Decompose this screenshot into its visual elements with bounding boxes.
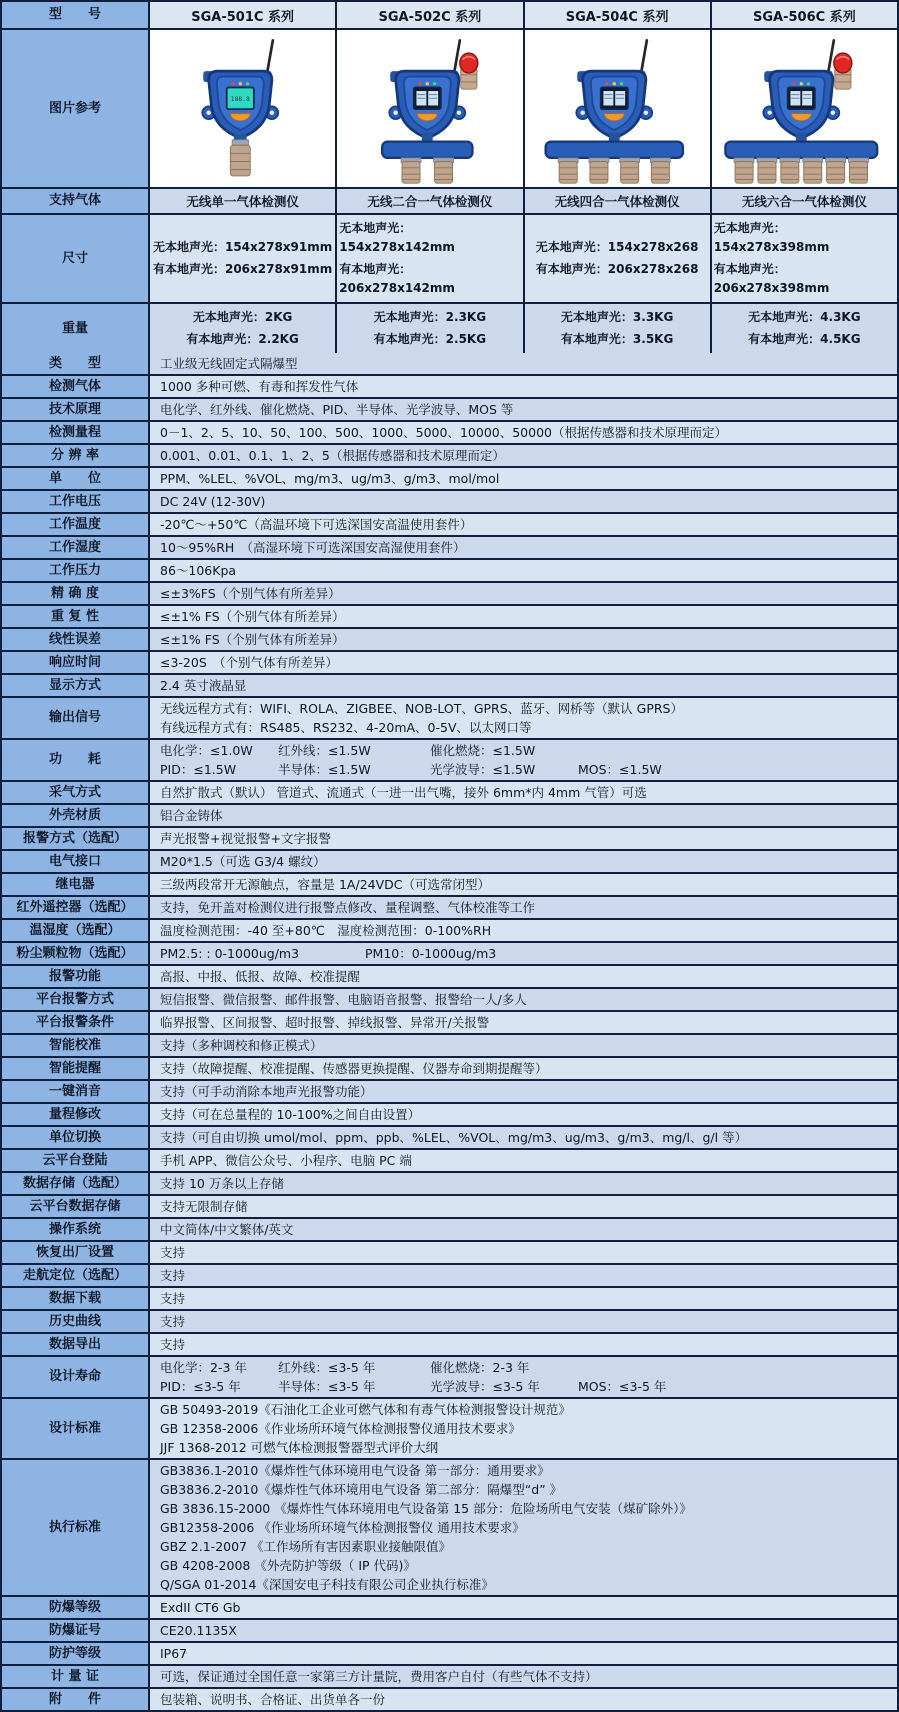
spec-row xyxy=(2,1033,897,1056)
spec-row xyxy=(2,512,897,535)
value-line: ExdII CT6 Gb xyxy=(160,1600,241,1615)
value-line: 支持（可自由切换 umol/mol、ppm、ppb、%LEL、%VOL、mg/m3、ug/m3、g/m3、mg/l、g/l 等） xyxy=(160,1130,748,1145)
value-line: 支持 10 万条以上存储 xyxy=(160,1176,284,1191)
spec-row xyxy=(2,987,897,1010)
value-line: 无本地声光：154x278x268 xyxy=(535,240,699,254)
spec-row-value xyxy=(148,652,897,673)
spec-row-value xyxy=(148,1334,897,1355)
value-segment: 红外线：≤3-5 年 xyxy=(278,1360,376,1375)
value-line: PPM、%LEL、%VOL、mg/m3、ug/m3、g/m3、mol/mol xyxy=(160,471,500,486)
spec-row-value xyxy=(148,1311,897,1332)
value-segment: 电化学：2-3 年 xyxy=(160,1360,247,1375)
spec-row xyxy=(2,895,897,918)
spec-row xyxy=(2,650,897,673)
device-image-sga-506c xyxy=(710,30,897,187)
value-line: 无线远程方式有：WIFI、ROLA、ZIGBEE、NOB-LOT、GPRS、蓝牙、网桥等（默认 GPRS） xyxy=(160,701,683,716)
spec-row xyxy=(2,1641,897,1664)
spec-row-label: 检测量程 xyxy=(2,422,148,443)
dimensions-value xyxy=(523,215,710,302)
value-line: 三级两段常开无源触点，容量是 1A/24VDC（可选常闭型） xyxy=(160,877,490,892)
spec-row-value xyxy=(148,629,897,650)
weight-value xyxy=(710,304,897,353)
spec-row xyxy=(2,604,897,627)
spec-row xyxy=(2,1056,897,1079)
dimensions-label: 尺寸 xyxy=(2,215,148,302)
value-line: 临界报警、区间报警、超时报警、掉线报警、异常开/关报警 xyxy=(160,1015,490,1030)
spec-row xyxy=(2,1355,897,1397)
svg-text:188.8: 188.8 xyxy=(230,95,250,103)
spec-row-label: 工作温度 xyxy=(2,514,148,535)
spec-row xyxy=(2,1102,897,1125)
spec-row-label: 智能校准 xyxy=(2,1035,148,1056)
value-line: 有本地声光：2.5KG xyxy=(373,332,487,346)
spec-row-value xyxy=(148,989,897,1010)
weight-value xyxy=(523,304,710,353)
spec-row xyxy=(2,420,897,443)
spec-row-value xyxy=(148,445,897,466)
spec-row-value xyxy=(148,874,897,895)
supported-gas-value: 无线四合一气体检测仪 xyxy=(523,189,710,213)
value-line: 可选，保证通过全国任意一家第三方计量院，费用客户自付（有些气体不支持） xyxy=(160,1669,598,1684)
value-line: 温度检测范围：-40 至+80℃ 湿度检测范围：0-100%RH xyxy=(160,923,492,938)
spec-row-label: 智能提醒 xyxy=(2,1058,148,1079)
image-row-label: 图片参考 xyxy=(2,30,148,187)
spec-row xyxy=(2,1595,897,1618)
spec-row xyxy=(2,1618,897,1641)
spec-row-label: 量程修改 xyxy=(2,1104,148,1125)
spec-row-value xyxy=(148,583,897,604)
value-line: 有线远程方式有：RS485、RS232、4-20mA、0-5V、以太网口等 xyxy=(160,720,532,735)
value-line: 有本地声光：206x278x91mm xyxy=(152,262,333,276)
value-segment: PID：≤1.5W xyxy=(160,762,237,777)
value-line: 无本地声光：154x278x398mm xyxy=(713,221,830,254)
weight-label: 重量 xyxy=(2,304,148,353)
value-line: 工业级无线固定式隔爆型 xyxy=(160,356,298,371)
value-line: 支持 xyxy=(160,1337,186,1352)
spec-row xyxy=(2,918,897,941)
value-line: Q/SGA 01-2014《深国安电子科技有限公司企业执行标准》 xyxy=(160,1577,494,1592)
spec-row-value xyxy=(148,828,897,849)
spec-row-label: 防爆证号 xyxy=(2,1620,148,1641)
value-line: 有本地声光：206x278x398mm xyxy=(713,262,830,295)
value-line: 无本地声光：2.3KG xyxy=(373,310,487,324)
spec-row xyxy=(2,1010,897,1033)
value-line: 无本地声光：2KG xyxy=(192,310,293,324)
spec-row-value xyxy=(148,1012,897,1033)
value-line: IP67 xyxy=(160,1646,188,1661)
spec-row xyxy=(2,1171,897,1194)
value-line: ≤3-20S （个别气体有所差异） xyxy=(160,655,339,670)
model-header-label: 型 号 xyxy=(2,2,148,28)
spec-row-label: 恢复出厂设置 xyxy=(2,1242,148,1263)
spec-row-value xyxy=(148,1643,897,1664)
value-line: DC 24V (12-30V) xyxy=(160,494,266,509)
spec-row-value xyxy=(148,1399,897,1458)
spec-row-label: 云平台登陆 xyxy=(2,1150,148,1171)
spec-row-label: 附 件 xyxy=(2,1689,148,1710)
value-line: 支持（可手动消除本地声光报警功能） xyxy=(160,1084,373,1099)
spec-row xyxy=(2,803,897,826)
image-reference-row xyxy=(2,28,897,187)
value-line: ≤±1% FS（个别气体有所差异） xyxy=(160,609,345,624)
value-line: 10～95%RH （高湿环境下可选深国安高湿使用套件） xyxy=(160,540,466,555)
spec-row-value xyxy=(148,1104,897,1125)
spec-row-label: 温湿度（选配） xyxy=(2,920,148,941)
spec-row xyxy=(2,738,897,780)
spec-row-label: 分 辨 率 xyxy=(2,445,148,466)
spec-row-value xyxy=(148,698,897,738)
value-line: 无本地声光：154x278x91mm xyxy=(152,240,333,254)
value-line: M20*1.5（可选 G3/4 螺纹） xyxy=(160,854,326,869)
spec-row-label: 报警功能 xyxy=(2,966,148,987)
value-segment: MOS：≤1.5W xyxy=(578,762,662,777)
value-line: 0－1、2、5、10、50、100、500、1000、5000、10000、50000（根据传感器和技术原理而定） xyxy=(160,425,727,440)
supported-gas-value: 无线六合一气体检测仪 xyxy=(710,189,897,213)
spec-row xyxy=(2,443,897,466)
value-line: 支持 xyxy=(160,1268,186,1283)
spec-row xyxy=(2,1148,897,1171)
spec-row xyxy=(2,1309,897,1332)
spec-row xyxy=(2,374,897,397)
spec-row-label: 报警方式（选配） xyxy=(2,828,148,849)
spec-row-value xyxy=(148,1242,897,1263)
spec-row-label: 工作压力 xyxy=(2,560,148,581)
value-line xyxy=(160,760,887,779)
value-line: ≤±3%FS（个别气体有所差异） xyxy=(160,586,341,601)
spec-row-value xyxy=(148,1357,897,1397)
value-segment: PM2.5: : 0-1000ug/m3 xyxy=(160,946,300,961)
spec-row-label: 检测气体 xyxy=(2,376,148,397)
spec-row-value xyxy=(148,491,897,512)
spec-row-label: 操作系统 xyxy=(2,1219,148,1240)
value-line: 中文简体/中文繁体/英文 xyxy=(160,1222,294,1237)
spec-row xyxy=(2,1458,897,1595)
spec-row-value xyxy=(148,740,897,780)
value-line: 无本地声光：4.3KG xyxy=(748,310,861,324)
spec-row-label: 数据下载 xyxy=(2,1288,148,1309)
value-line: 1000 多种可燃、有毒和挥发性气体 xyxy=(160,379,359,394)
spec-row xyxy=(2,1079,897,1102)
value-line: 有本地声光：4.5KG xyxy=(748,332,861,346)
spec-row xyxy=(2,489,897,512)
device-image-sga-502c xyxy=(335,30,522,187)
value-line: 有本地声光：206x278x142mm xyxy=(339,262,455,295)
value-segment: 红外线：≤1.5W xyxy=(278,743,371,758)
spec-row xyxy=(2,1217,897,1240)
spec-row-value xyxy=(148,468,897,489)
spec-row-label: 数据存储（选配） xyxy=(2,1173,148,1194)
spec-row-label: 采气方式 xyxy=(2,782,148,803)
spec-row-label: 类 型 xyxy=(2,353,148,374)
spec-row-value xyxy=(148,897,897,918)
spec-row-value xyxy=(148,675,897,696)
spec-row-value xyxy=(148,1288,897,1309)
spec-row xyxy=(2,849,897,872)
value-line: 无本地声光：154x278x142mm xyxy=(339,221,455,254)
spec-row-value xyxy=(148,560,897,581)
value-segment: PM10：0-1000ug/m3 xyxy=(365,946,497,961)
spec-row-label: 电气接口 xyxy=(2,851,148,872)
spec-row-value xyxy=(148,1265,897,1286)
value-line: GB3836.1-2010《爆炸性气体环境用电气设备 第一部分：通用要求》 xyxy=(160,1463,550,1478)
value-line: GB12358-2006 《作业场所环境气体检测报警仪 通用技术要求》 xyxy=(160,1520,525,1535)
spec-row xyxy=(2,1125,897,1148)
weight-row xyxy=(2,302,897,353)
spec-row xyxy=(2,1263,897,1286)
spec-row-value xyxy=(148,606,897,627)
value-line: 电化学、红外线、催化燃烧、PID、半导体、光学波导、MOS 等 xyxy=(160,402,514,417)
value-line: GB 3836.15-2000 《爆炸性气体环境用电气设备第 15 部分：危险场所电气安装（煤矿除外）》 xyxy=(160,1501,692,1516)
value-line: JJF 1368-2012 可燃气体检测报警器型式评价大纲 xyxy=(160,1440,439,1455)
spec-row xyxy=(2,696,897,738)
spec-row xyxy=(2,673,897,696)
value-segment: PID：≤3-5 年 xyxy=(160,1379,241,1394)
value-line: GB 4208-2008 《外壳防护等级（ IP 代码)》 xyxy=(160,1558,416,1573)
value-segment: 电化学：≤1.0W xyxy=(160,743,253,758)
supported-gas-value: 无线单一气体检测仪 xyxy=(148,189,335,213)
value-line: 手机 APP、微信公众号、小程序、电脑 PC 端 xyxy=(160,1153,412,1168)
dimensions-row xyxy=(2,213,897,302)
value-line: GB 50493-2019《石油化工企业可燃气体和有毒气体检测报警设计规范》 xyxy=(160,1402,571,1417)
spec-row xyxy=(2,941,897,964)
spec-row-label: 继电器 xyxy=(2,874,148,895)
spec-row-label: 平台报警条件 xyxy=(2,1012,148,1033)
spec-row xyxy=(2,1397,897,1458)
value-line: 86～106Kpa xyxy=(160,563,237,578)
model-header-sga-504c: SGA-504C 系列 xyxy=(523,2,710,28)
spec-row-value xyxy=(148,1620,897,1641)
value-line xyxy=(160,1358,887,1377)
spec-row-value xyxy=(148,353,897,374)
spec-row-value xyxy=(148,966,897,987)
spec-row xyxy=(2,535,897,558)
spec-row-label: 设计寿命 xyxy=(2,1357,148,1397)
value-line: -20℃～+50℃（高温环境下可选深国安高温使用套件） xyxy=(160,517,473,532)
model-header-row xyxy=(2,2,897,28)
spec-row xyxy=(2,1664,897,1687)
value-line: 无本地声光：3.3KG xyxy=(560,310,674,324)
device-image-sga-501c xyxy=(148,30,335,187)
spec-row-value xyxy=(148,1150,897,1171)
spec-row-value xyxy=(148,422,897,443)
value-line: CE20.1135X xyxy=(160,1623,237,1638)
spec-row xyxy=(2,627,897,650)
spec-row-label: 工作电压 xyxy=(2,491,148,512)
spec-row-label: 平台报警方式 xyxy=(2,989,148,1010)
spec-row xyxy=(2,581,897,604)
value-segment: 光学波导：≤3-5 年 xyxy=(430,1379,540,1394)
value-line: 包装箱、说明书、合格证、出货单各一份 xyxy=(160,1692,386,1707)
spec-row-label: 粉尘颗粒物（选配） xyxy=(2,943,148,964)
spec-row-label: 输出信号 xyxy=(2,698,148,738)
spec-row-value xyxy=(148,805,897,826)
spec-row-label: 防爆等级 xyxy=(2,1597,148,1618)
spec-row-label: 线性误差 xyxy=(2,629,148,650)
supported-gas-row xyxy=(2,187,897,213)
spec-row-value xyxy=(148,1460,897,1595)
spec-row-label: 重 复 性 xyxy=(2,606,148,627)
value-line: 支持无限制存储 xyxy=(160,1199,248,1214)
value-line: 支持（多种调校和修正模式） xyxy=(160,1038,323,1053)
value-line: 自然扩散式（默认） 管道式、流通式（一进一出气嘴，接外 6mm*内 4mm 气管）可选 xyxy=(160,785,647,800)
value-line: 支持，免开盖对检测仪进行报警点修改、量程调整、气体校准等工作 xyxy=(160,900,536,915)
spec-row xyxy=(2,1286,897,1309)
spec-row-label: 云平台数据存储 xyxy=(2,1196,148,1217)
spec-row-label: 防护等级 xyxy=(2,1643,148,1664)
value-line: 短信报警、微信报警、邮件报警、电脑语音报警、报警给一人/多人 xyxy=(160,992,527,1007)
spec-row-value xyxy=(148,1196,897,1217)
spec-row-value xyxy=(148,1597,897,1618)
spec-row-label: 功 耗 xyxy=(2,740,148,780)
spec-row-value xyxy=(148,1058,897,1079)
spec-row xyxy=(2,1332,897,1355)
value-line xyxy=(160,1377,887,1396)
spec-row xyxy=(2,1687,897,1710)
value-line: 有本地声光：3.5KG xyxy=(560,332,674,346)
supported-gas-value: 无线二合一气体检测仪 xyxy=(335,189,522,213)
spec-row-value xyxy=(148,376,897,397)
spec-row xyxy=(2,1240,897,1263)
dimensions-value xyxy=(335,215,522,302)
value-segment: 催化燃烧：2-3 年 xyxy=(430,1360,530,1375)
device-image-sga-504c xyxy=(523,30,710,187)
spec-row xyxy=(2,1194,897,1217)
spec-row-label: 单 位 xyxy=(2,468,148,489)
spec-row-label: 显示方式 xyxy=(2,675,148,696)
spec-row-value xyxy=(148,851,897,872)
spec-row-value xyxy=(148,1173,897,1194)
spec-row-label: 单位切换 xyxy=(2,1127,148,1148)
value-line: GB3836.2-2010《爆炸性气体环境用电气设备 第二部分：隔爆型“d” 》 xyxy=(160,1482,563,1497)
spec-row-label: 精 确 度 xyxy=(2,583,148,604)
spec-row-label: 一键消音 xyxy=(2,1081,148,1102)
spec-row-label: 响应时间 xyxy=(2,652,148,673)
spec-row-value xyxy=(148,920,897,941)
model-header-sga-506c: SGA-506C 系列 xyxy=(710,2,897,28)
spec-row xyxy=(2,466,897,489)
value-segment: 半导体：≤1.5W xyxy=(278,762,371,777)
value-line: ≤±1% FS（个别气体有所差异） xyxy=(160,632,345,647)
spec-row-label: 设计标准 xyxy=(2,1399,148,1458)
spec-row-label: 外壳材质 xyxy=(2,805,148,826)
value-line: 有本地声光：2.2KG xyxy=(186,332,299,346)
value-line: 支持（故障提醒、校准提醒、传感器更换提醒、仪器寿命到期提醒等） xyxy=(160,1061,548,1076)
value-line: 支持 xyxy=(160,1314,186,1329)
dimensions-value xyxy=(148,215,335,302)
value-line: 声光报警+视觉报警+文字报警 xyxy=(160,831,331,846)
spec-row-label: 数据导出 xyxy=(2,1334,148,1355)
value-line: 0.001、0.01、0.1、1、2、5（根据传感器和技术原理而定） xyxy=(160,448,505,463)
spec-row-value xyxy=(148,782,897,803)
model-header-sga-502c: SGA-502C 系列 xyxy=(335,2,522,28)
value-segment: 半导体：≤3-5 年 xyxy=(278,1379,376,1394)
weight-value xyxy=(148,304,335,353)
value-line: GB 12358-2006《作业场所环境气体检测报警仪通用技术要求》 xyxy=(160,1421,521,1436)
spec-row xyxy=(2,397,897,420)
spec-row-label: 历史曲线 xyxy=(2,1311,148,1332)
value-line xyxy=(160,944,887,963)
model-header-sga-501c: SGA-501C 系列 xyxy=(148,2,335,28)
spec-row-value xyxy=(148,1081,897,1102)
value-segment: 催化燃烧：≤1.5W xyxy=(430,743,536,758)
spec-row xyxy=(2,558,897,581)
spec-row xyxy=(2,964,897,987)
spec-row xyxy=(2,780,897,803)
spec-row-label: 技术原理 xyxy=(2,399,148,420)
spec-row-value xyxy=(148,1127,897,1148)
spec-row-label: 执行标准 xyxy=(2,1460,148,1595)
value-line: GBZ 2.1-2007 《工作场所有害因素职业接触限值》 xyxy=(160,1539,451,1554)
spec-rows-container xyxy=(2,353,897,1710)
spec-row xyxy=(2,872,897,895)
spec-row-value xyxy=(148,1689,897,1710)
spec-row xyxy=(2,826,897,849)
dimensions-value xyxy=(710,215,897,302)
value-line: 有本地声光：206x278x268 xyxy=(535,262,699,276)
spec-row-value xyxy=(148,537,897,558)
spec-row-value xyxy=(148,1035,897,1056)
spec-row-value xyxy=(148,399,897,420)
value-line xyxy=(160,741,887,760)
value-segment: MOS：≤3-5 年 xyxy=(578,1379,667,1394)
value-line: 高报、中报、低报、故障、校准提醒 xyxy=(160,969,361,984)
spec-row-value xyxy=(148,1219,897,1240)
spec-row-value xyxy=(148,1666,897,1687)
spec-row-label: 红外遥控器（选配） xyxy=(2,897,148,918)
weight-value xyxy=(335,304,522,353)
spec-row-label: 工作湿度 xyxy=(2,537,148,558)
spec-row-value xyxy=(148,514,897,535)
value-line: 支持 xyxy=(160,1245,186,1260)
value-line: 支持（可在总量程的 10-100%之间自由设置） xyxy=(160,1107,421,1122)
spec-row-value xyxy=(148,943,897,964)
value-line: 2.4 英寸液晶显 xyxy=(160,678,247,693)
supported-gas-label: 支持气体 xyxy=(2,189,148,213)
value-line: 支持 xyxy=(160,1291,186,1306)
value-line: 铝合金铸体 xyxy=(160,808,223,823)
spec-row-label: 走航定位（选配） xyxy=(2,1265,148,1286)
spec-row-label: 计 量 证 xyxy=(2,1666,148,1687)
spec-row xyxy=(2,353,897,374)
value-segment: 光学波导：≤1.5W xyxy=(430,762,536,777)
